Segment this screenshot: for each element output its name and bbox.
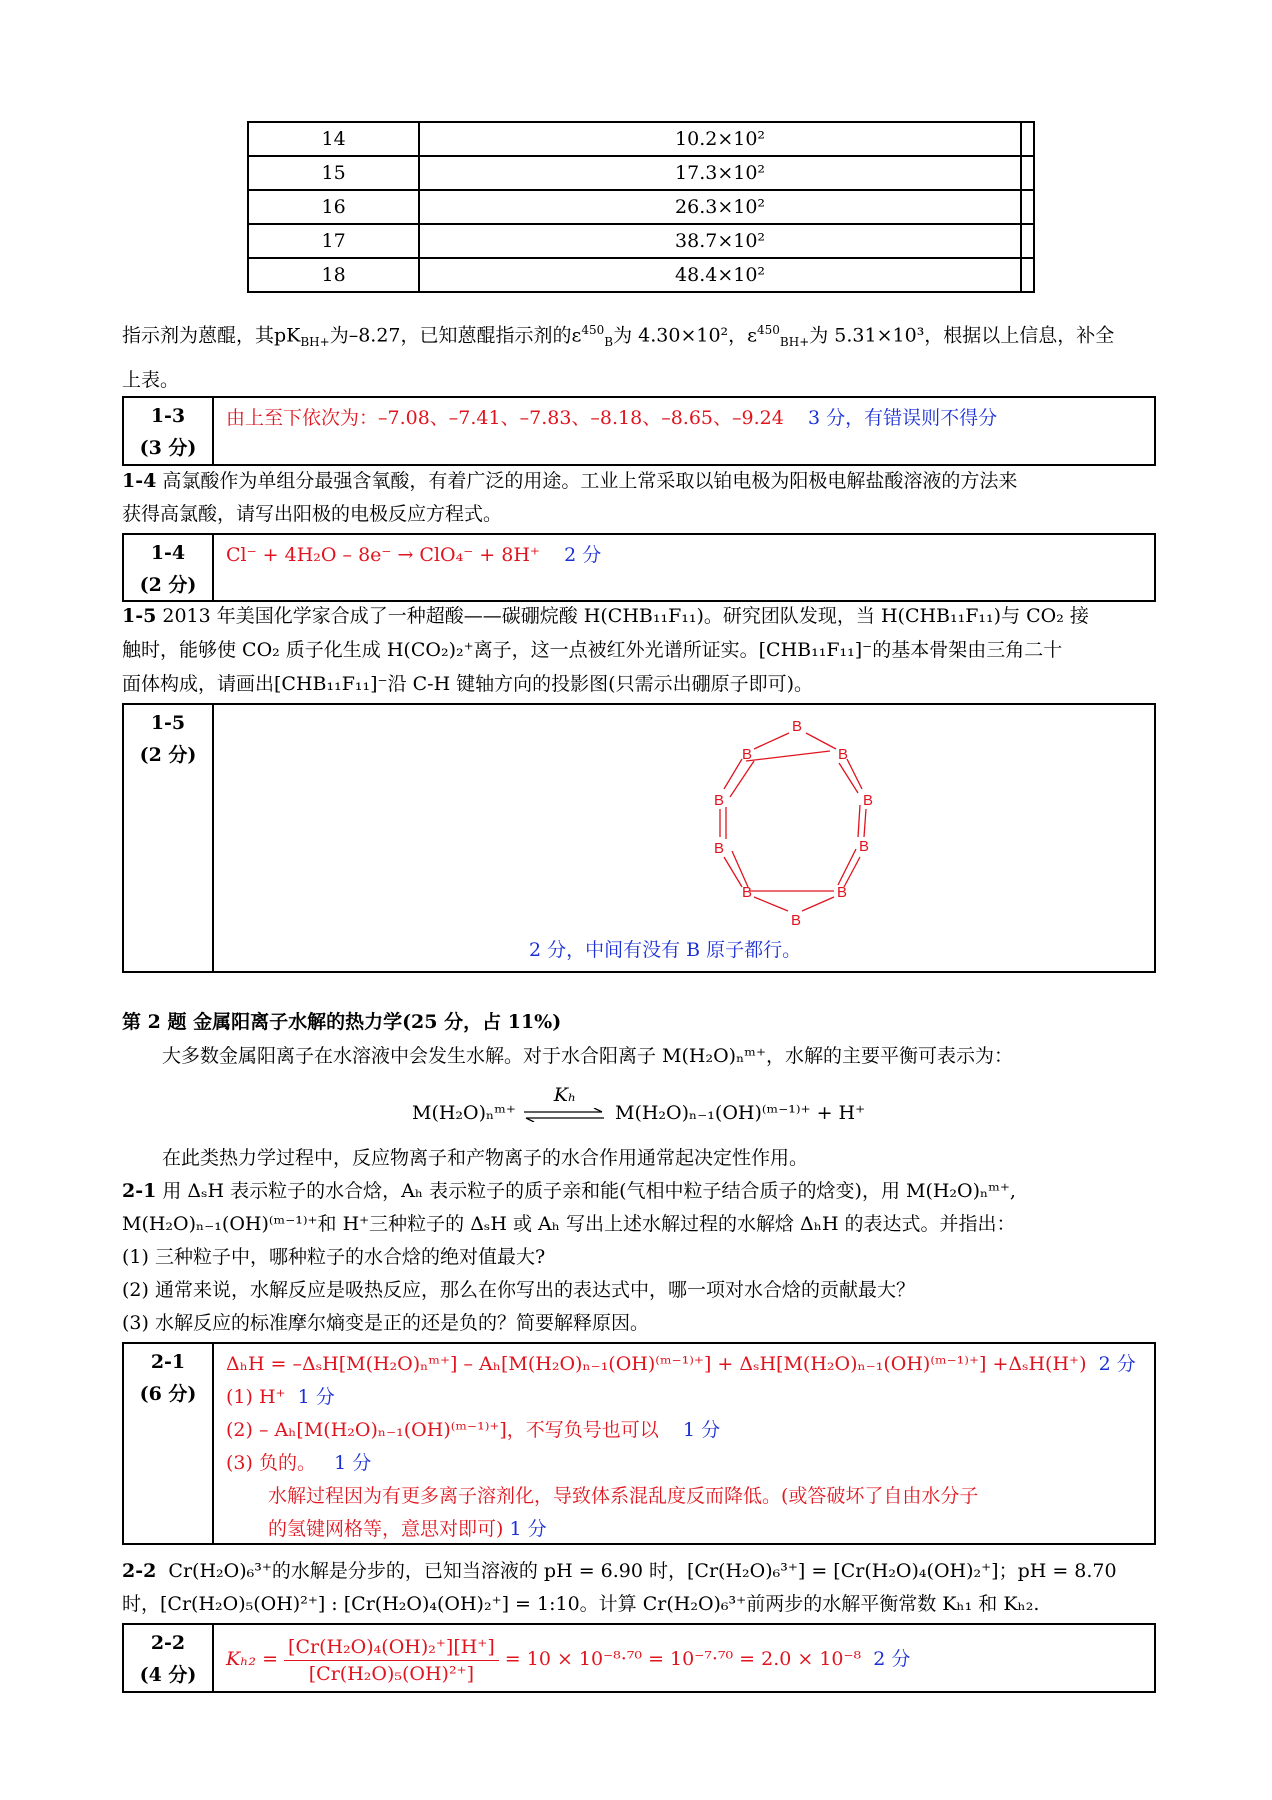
bond	[858, 805, 860, 837]
data-table	[247, 121, 1035, 293]
answer-2-2-formula: Kₕ₂ = $\frac{\text{[Cr(H₂O)₄(OH)₂⁺][H⁺]}}{\text{[Cr(H₂O)₅(OH)²⁺]}}$ = 10 × 10⁻⁸·⁷⁰ = 10⁻⁷·⁷⁰ = 2.0 × 10⁻⁸ 2 分	[226, 1635, 911, 1685]
bond	[746, 751, 830, 761]
table-row	[248, 190, 1034, 224]
boron-atom: B	[862, 792, 874, 809]
bond	[754, 897, 788, 911]
equilibrium-right: M(H₂O)ₙ₋₁(OH)⁽ᵐ⁻¹⁾⁺ + H⁺	[615, 1102, 866, 1124]
equilibrium-constant: Kₕ	[553, 1084, 577, 1106]
bond	[847, 759, 862, 789]
boron-atom: B	[790, 912, 802, 929]
indicator-paragraph-line2: 上表。	[122, 369, 180, 391]
table-cell: 14	[248, 122, 419, 156]
bond	[839, 763, 858, 793]
table-cell: 26.3×10²	[419, 190, 1021, 224]
bond	[724, 857, 742, 887]
question-1-4-line2: 获得高氯酸，请写出阳极的电极反应方程式。	[122, 503, 503, 525]
table-cell	[1021, 122, 1034, 156]
table-cell	[1021, 258, 1034, 292]
bond	[732, 851, 748, 887]
boron-atom: B	[713, 792, 725, 809]
question-2-2-line2: 时，[Cr(H₂O)₅(OH)²⁺] : [Cr(H₂O)₄(OH)₂⁺] = 1:10。计算 Cr(H₂O)₆³⁺前两步的水解平衡常数 Kₕ₁ 和 Kₕ₂.	[122, 1593, 1040, 1615]
table-cell: 10.2×10²	[419, 122, 1021, 156]
table-cell: 15	[248, 156, 419, 190]
table-row	[248, 224, 1034, 258]
equilibrium-arrow-icon	[522, 1108, 606, 1122]
table-row	[248, 156, 1034, 190]
bond	[806, 733, 836, 749]
question-2-1-line2: M(H₂O)ₙ₋₁(OH)⁽ᵐ⁻¹⁾⁺和 H⁺三种粒子的 ΔₛH 或 Aₕ 写出上述水解过程的水解焓 ΔₕH 的表达式。并指出：	[122, 1213, 1016, 1235]
boron-atom: B	[837, 746, 849, 763]
question-2-2: 2-2 Cr(H₂O)₆³⁺的水解是分步的，已知当溶液的 pH = 6.90 时，[Cr(H₂O)₆³⁺] = [Cr(H₂O)₄(OH)₂⁺]；pH = 8.70	[122, 1560, 1117, 1582]
table-cell: 38.7×10²	[419, 224, 1021, 258]
table-cell: 17	[248, 224, 419, 258]
section-2-title: 第 2 题 金属阳离子水解的热力学(25 分，占 11%)	[122, 1011, 562, 1033]
boron-atom: B	[858, 838, 870, 855]
question-1-4: 1-4 高氯酸作为单组分最强含氧酸，有着广泛的用途。工业上常采取以铂电极为阳极电解盐酸溶液的方法来	[122, 470, 1018, 492]
bond	[754, 733, 789, 749]
boron-atom: B	[791, 718, 803, 735]
table-cell	[1021, 156, 1034, 190]
answer-box-1-3: 1-3 (3 分) 由上至下依次为：–7.08、–7.41、–7.83、–8.18、–8.65、–9.24 3 分，有错误则不得分	[122, 396, 1156, 466]
bond	[724, 759, 742, 789]
answer-box-1-4: 1-4 (2 分) Cl⁻ + 4H₂O – 8e⁻ → ClO₄⁻ + 8H⁺ 2 分	[122, 533, 1156, 602]
table-cell	[1021, 190, 1034, 224]
table-cell	[1021, 224, 1034, 258]
table-cell: 16	[248, 190, 419, 224]
table-row	[248, 258, 1034, 292]
answer-box-2-2: 2-2 (4 分) Kₕ₂ = $\frac{\text{[Cr(H₂O)₄(OH)₂⁺][H⁺]}}{\text{[Cr(H₂O)₅(OH)²⁺]}}$ = 10 × 10⁻⁸·⁷⁰ = 10⁻⁷·⁷⁰ = 2.0 × 10⁻⁸ 2 分	[122, 1623, 1156, 1693]
indicator-paragraph: 指示剂为蒽醌，其$pK_{BH+}$为–8.27，已知蒽醌指示剂的$\varepsilon^{450}_B$为 4.30×10²，$\varepsilon^{450}_{BH+}$为 5.31×10³，根据以上信息，补全	[122, 323, 1115, 350]
answer-2-2-fraction: $\frac{\text{[Cr(H₂O)₄(OH)₂⁺][H⁺]}}{\text{[Cr(H₂O)₅(OH)²⁺]}}$	[284, 1634, 499, 1687]
section-2-intro: 大多数金属阳离子在水溶液中会发生水解。对于水合阳离子 M(H₂O)ₙᵐ⁺，水解的主要平衡可表示为：	[162, 1045, 1013, 1067]
boron-atom: B	[741, 884, 753, 901]
bond	[864, 809, 866, 837]
boron-atom: B	[741, 746, 753, 763]
bond	[802, 897, 834, 911]
boron-atom: B	[713, 840, 725, 857]
question-2-1-sub3: (3) 水解反应的标准摩尔熵变是正的还是负的？简要解释原因。	[122, 1312, 649, 1334]
answer-1-5-note: 2 分，中间有没有 B 原子都行。	[529, 939, 802, 961]
question-2-1-sub2: (2) 通常来说，水解反应是吸热反应，那么在你写出的表达式中，哪一项对水合焓的贡献最大？	[122, 1279, 915, 1301]
borane-projection-diagram	[684, 711, 924, 936]
equilibrium-left: M(H₂O)ₙᵐ⁺	[412, 1102, 516, 1124]
table-cell: 18	[248, 258, 419, 292]
question-2-1: 2-1 用 ΔₛH 表示粒子的水合焓，Aₕ 表示粒子的质子亲和能(气相中粒子结合质子的焓变)，用 M(H₂O)ₙᵐ⁺,	[122, 1180, 1016, 1202]
answer-box-1-5: 1-5 (2 分) B B B B B B B B B B 2 分，中间有没有 B 原子都行。	[122, 703, 1156, 973]
answer-box-2-1: 2-1 (6 分) ΔₕH = –ΔₛH[M(H₂O)ₙᵐ⁺] – Aₕ[M(H₂O)ₙ₋₁(OH)⁽ᵐ⁻¹⁾⁺] + ΔₛH[M(H₂O)ₙ₋₁(OH)⁽ᵐ⁻¹⁾⁺] +ΔₛH(H⁺) 2 分 (1) H⁺ 1 分 (2) – Aₕ[M(H₂O)ₙ₋₁(OH)⁽ᵐ⁻¹⁾⁺]，不写负号也可以 1 分 (3) 负的。 1 分 水解过程因为有更多离子溶剂化，导致体系混乱度反而降低。(或答破坏了自由水分子 的氢键网格等，意思对即可) 1 分	[122, 1342, 1156, 1545]
question-1-5-line2: 触时，能够使 CO₂ 质子化生成 H(CO₂)₂⁺离子，这一点被红外光谱所证实。[CHB₁₁F₁₁]⁻的基本骨架由三角二十	[122, 639, 1063, 661]
question-1-5: 1-5 2013 年美国化学家合成了一种超酸——碳硼烷酸 H(CHB₁₁F₁₁)。研究团队发现，当 H(CHB₁₁F₁₁)与 CO₂ 接	[122, 605, 1089, 627]
table-cell: 17.3×10²	[419, 156, 1021, 190]
table-cell: 48.4×10²	[419, 258, 1021, 292]
boron-atom: B	[836, 884, 848, 901]
bond	[730, 761, 754, 797]
bond	[838, 849, 856, 885]
question-1-5-line3: 面体构成，请画出[CHB₁₁F₁₁]⁻沿 C-H 键轴方向的投影图(只需示出硼原子即可)。	[122, 673, 814, 695]
question-2-1-sub1: (1) 三种粒子中，哪种粒子的水合焓的绝对值最大?	[122, 1246, 546, 1268]
bond	[844, 857, 860, 887]
table-row	[248, 122, 1034, 156]
section-2-p2: 在此类热力学过程中，反应物离子和产物离子的水合作用通常起决定性作用。	[162, 1147, 809, 1169]
